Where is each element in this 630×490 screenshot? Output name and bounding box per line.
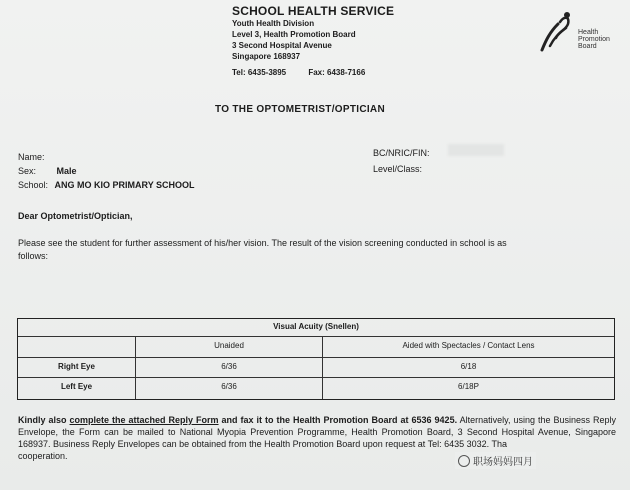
left-eye-aided: 6/18P bbox=[458, 382, 479, 391]
logo-line-1: Health bbox=[578, 29, 599, 36]
sex-label: Sex: bbox=[18, 166, 37, 176]
level-field bbox=[373, 164, 422, 174]
address-line-1: Level 3, Health Promotion Board bbox=[232, 30, 356, 39]
watermark bbox=[455, 452, 536, 469]
salutation: Dear Optometrist/Optician, bbox=[18, 211, 133, 221]
visual-acuity-table bbox=[17, 318, 615, 400]
sex-field bbox=[18, 166, 77, 176]
id-field bbox=[373, 148, 430, 158]
watermark-text: 职场妈妈四月 bbox=[473, 457, 533, 468]
logo-line-3: Board bbox=[578, 43, 597, 50]
row-left-eye-label: Left Eye bbox=[60, 382, 93, 391]
school-value: ANG MO KIO PRIMARY SCHOOL bbox=[54, 180, 195, 190]
school-field bbox=[18, 180, 195, 190]
letter-title: TO THE OPTOMETRIST/OPTICIAN bbox=[215, 104, 385, 115]
closing-text: cooperation. bbox=[18, 451, 68, 461]
address-line-2: 3 Second Hospital Avenue bbox=[232, 41, 332, 50]
left-eye-unaided: 6/36 bbox=[221, 382, 237, 391]
mail-alternative: Alternatively, using the Business Reply Envelope, the Form can be mailed to National Myopia Prevention Programme, Health Promotion Board, 3 Second Hospital Avenue, Singapore 168937. Business Reply Envelopes can be obtained from the Health Promotion Board upon request at Tel: 6435 3032. Tha bbox=[18, 415, 616, 449]
sex-value: Male bbox=[56, 166, 77, 176]
wechat-icon bbox=[458, 455, 470, 467]
division: Youth Health Division bbox=[232, 19, 315, 28]
org-name: SCHOOL HEALTH SERVICE bbox=[232, 4, 395, 18]
hpb-logo bbox=[536, 10, 616, 56]
intro-paragraph: Please see the student for further assessment of his/her vision. The result of the vision screening conducted in school is as follows: bbox=[18, 238, 507, 261]
letterhead bbox=[232, 5, 394, 79]
instruction-end: and fax it to the Health Promotion Board at 6536 9425. bbox=[218, 415, 458, 425]
header-unaided: Unaided bbox=[214, 341, 244, 350]
right-eye-unaided: 6/36 bbox=[221, 362, 237, 371]
reply-form-instruction: complete the attached Reply Form bbox=[69, 415, 219, 425]
name-label: Name: bbox=[18, 152, 45, 162]
id-label: BC/NRIC/FIN: bbox=[373, 148, 430, 158]
table-title: Visual Acuity (Snellen) bbox=[273, 322, 359, 331]
row-right-eye-label: Right Eye bbox=[58, 362, 95, 371]
school-label: School: bbox=[18, 180, 49, 190]
instruction-start: Kindly also bbox=[18, 415, 70, 425]
fax: Fax: 6438-7166 bbox=[308, 68, 366, 77]
header-aided: Aided with Spectacles / Contact Lens bbox=[402, 341, 535, 350]
right-eye-aided: 6/18 bbox=[460, 362, 477, 371]
telephone: Tel: 6435-3895 bbox=[232, 68, 287, 77]
redacted-id bbox=[448, 144, 504, 156]
level-label: Level/Class: bbox=[373, 164, 423, 174]
name-field bbox=[18, 152, 45, 162]
address-line-3: Singapore 168937 bbox=[232, 52, 301, 61]
hpb-figure-icon bbox=[536, 10, 578, 56]
logo-line-2: Promotion bbox=[578, 36, 610, 43]
